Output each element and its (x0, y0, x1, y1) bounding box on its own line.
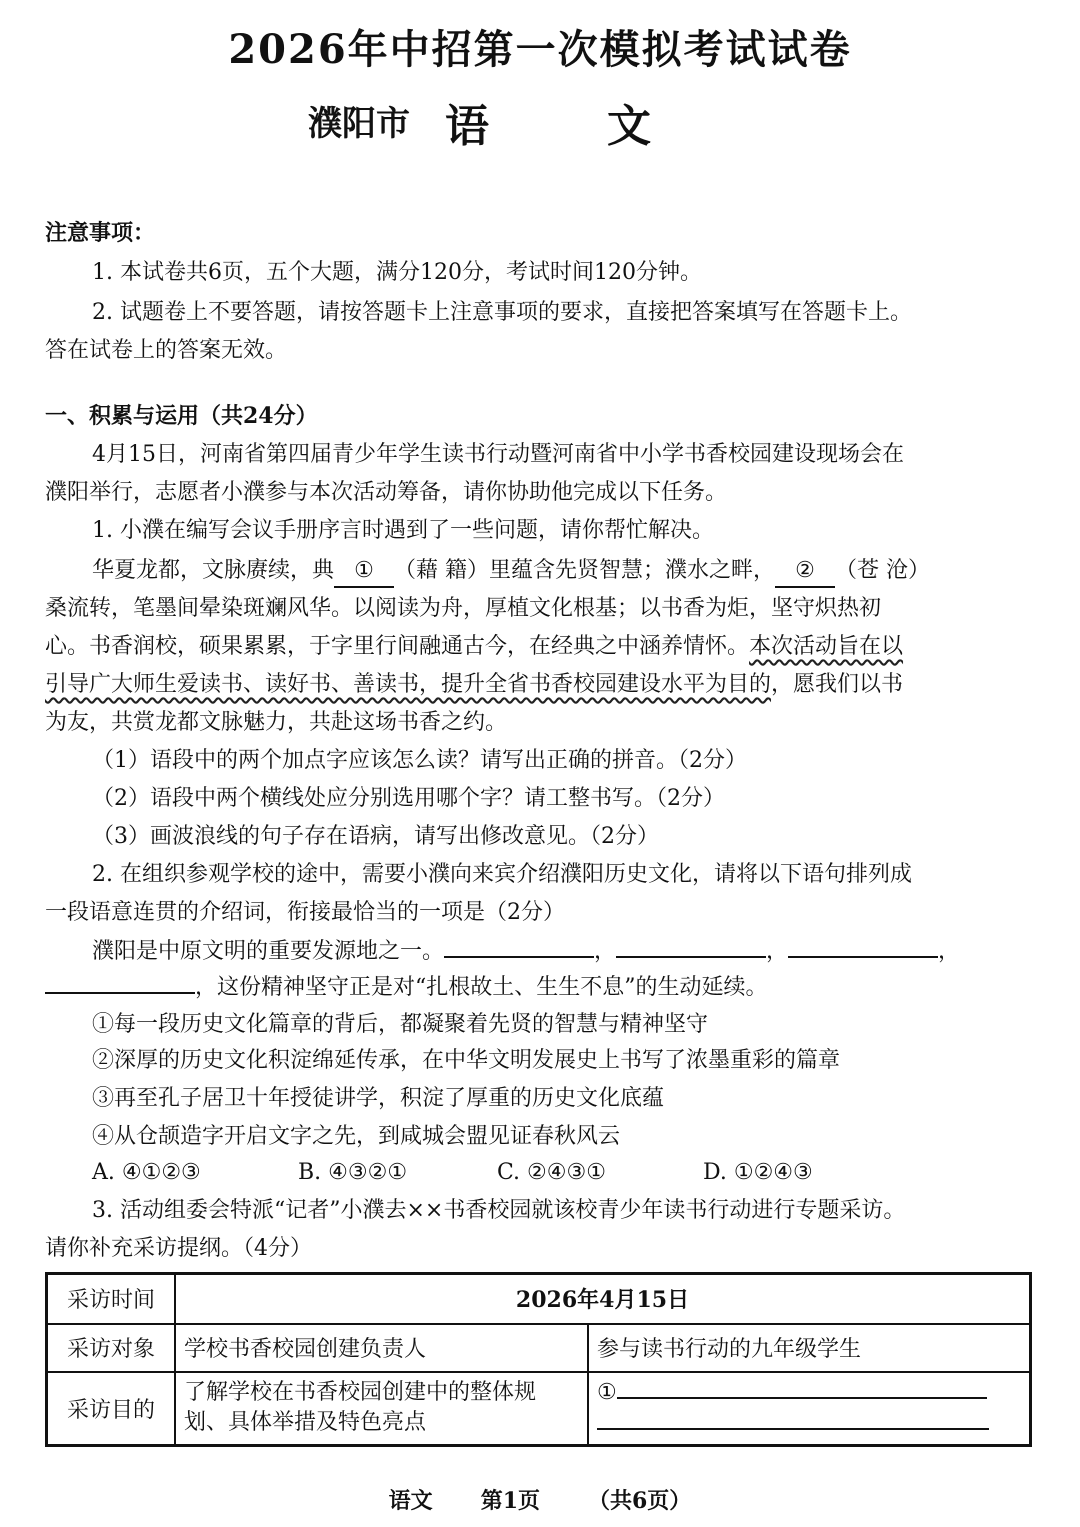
city-label: 濮阳市 (308, 104, 410, 144)
footer-page: 第1页 (480, 1488, 540, 1514)
q1-passage-line (45, 670, 903, 700)
page-footer (0, 1484, 1080, 1515)
q2-item: ④从仓颉造字开启文字之先，到咸城会盟见证春秋风云 (92, 1124, 621, 1149)
table-row (47, 1274, 1031, 1324)
answer-blank (616, 936, 766, 958)
section-heading: 一、积累与运用（共24分） (45, 403, 318, 429)
passage-text: （苍 沧） (835, 558, 931, 583)
row-label: 采访对象 (47, 1324, 176, 1372)
passage-text: （藉 籍）里蕴含先贤智慧；濮水之畔， (394, 558, 776, 583)
q1-passage-line: 为友，共赏龙都文脉魅力，共赴这场书香之约。 (45, 710, 508, 735)
answer-blank (788, 936, 938, 958)
q2-item: ①每一段历史文化篇章的背后，都凝聚着先贤的智慧与精神坚守 (92, 1012, 709, 1037)
answer-marker: ① (597, 1380, 617, 1406)
q2-stem-cont: 一段语意连贯的介绍词，衔接最恰当的一项是（2分） (45, 900, 565, 925)
exam-title: 2026年中招第一次模拟考试试卷 (228, 26, 852, 73)
q2-option-b: B. ④③②① (298, 1160, 408, 1185)
wavy-sentence: 引导广大师生爱读书、读好书、善读书，提升全省书香校园建设水平为目的 (45, 672, 772, 697)
wavy-sentence: 本次活动旨在以 (749, 634, 904, 659)
answer-line (617, 1377, 987, 1399)
purpose-1 (175, 1372, 588, 1446)
subject-label: 语文 (445, 101, 769, 152)
q2-item: ③再至孔子居卫十年授徒讲学，积淀了厚重的历史文化底蕴 (92, 1086, 665, 1111)
notes-item-1: 1. 本试卷共6页，五个大题，满分120分，考试时间120分钟。 (92, 260, 702, 285)
answer-line (597, 1408, 989, 1430)
q1-passage-line: 桑流转，笔墨间晕染斑斓风华。以阅读为舟，厚植文化根基；以书香为炬，坚守炽热初 (45, 596, 882, 621)
row-label: 采访目的 (47, 1372, 176, 1446)
q2-passage-line (92, 936, 960, 967)
interviewee-1: 学校书香校园创建负责人 (175, 1324, 588, 1372)
intro-line: 4月15日，河南省第四届青少年学生读书行动暨河南省中小学书香校园建设现场会在 (92, 442, 904, 467)
table-row (47, 1324, 1031, 1372)
notes-heading: 注意事项： (45, 220, 156, 246)
punctuation: ， (938, 939, 961, 964)
notes-item-2-cont: 答在试卷上的答案无效。 (45, 338, 288, 363)
q1-sub-question-1: （1）语段中的两个加点字应该怎么读？请写出正确的拼音。（2分） (92, 748, 747, 773)
punctuation: ， (594, 939, 617, 964)
q1-stem: 1. 小濮在编写会议手册序言时遇到了一些问题，请你帮忙解决。 (92, 518, 714, 543)
purpose-text: 划、具体举措及特色亮点 (184, 1410, 427, 1436)
interviewee-2: 参与读书行动的九年级学生 (588, 1324, 1031, 1372)
purpose-text: 了解学校在书香校园创建中的整体规 (184, 1380, 537, 1406)
passage-text: 心。书香润校，硕果累累，于字里行间融通古今，在经典之中涵养情怀。 (45, 634, 750, 659)
footer-subject: 语文 (388, 1488, 433, 1514)
q2-option-d: D. ①②④③ (703, 1160, 813, 1185)
purpose-2-answer (588, 1372, 1031, 1446)
answer-blank (444, 936, 594, 958)
fill-blank-2: ② (775, 556, 835, 588)
notes-item-2: 2. 试题卷上不要答题，请按答题卡上注意事项的要求，直接把答案填写在答题卡上。 (92, 300, 912, 325)
interview-outline-table (45, 1272, 1032, 1447)
q2-option-a: A. ④①②③ (92, 1160, 201, 1185)
passage-text: ，这份精神坚守正是对“扎根故土、生生不息”的生动延续。 (195, 975, 768, 1000)
q2-stem: 2. 在组织参观学校的途中，需要小濮向来宾介绍濮阳历史文化，请将以下语句排列成 (92, 862, 912, 887)
q3-stem: 3. 活动组委会特派“记者”小濮去××书香校园就该校青少年读书行动进行专题采访。 (92, 1198, 906, 1223)
intro-line: 濮阳举行，志愿者小濮参与本次活动筹备，请你协助他完成以下任务。 (45, 480, 728, 505)
footer-total: （共6页） (588, 1488, 692, 1514)
table-row (47, 1372, 1031, 1446)
row-label: 采访时间 (47, 1274, 176, 1324)
q1-sub-question-2: （2）语段中两个横线处应分别选用哪个字？请工整书写。（2分） (92, 786, 725, 811)
q1-passage-line (92, 556, 930, 588)
interview-date: 2026年4月15日 (175, 1274, 1031, 1324)
passage-text: 濮阳是中原文明的重要发源地之一。 (92, 939, 445, 964)
fill-blank-1: ① (334, 556, 394, 588)
answer-blank (45, 972, 195, 994)
q1-sub-question-3: （3）画波浪线的句子存在语病，请写出修改意见。（2分） (92, 824, 659, 849)
q3-stem-cont: 请你补充采访提纲。（4分） (45, 1236, 312, 1261)
passage-text: ，愿我们以书 (771, 672, 904, 697)
punctuation: ， (766, 939, 789, 964)
q2-option-c: C. ②④③① (497, 1160, 606, 1185)
passage-text: 华夏龙都，文脉赓续，典 (92, 558, 335, 583)
q2-passage-line (45, 972, 768, 1003)
q1-passage-line (45, 632, 903, 662)
q2-item: ②深厚的历史文化积淀绵延传承，在中华文明发展史上书写了浓墨重彩的篇章 (92, 1048, 841, 1073)
